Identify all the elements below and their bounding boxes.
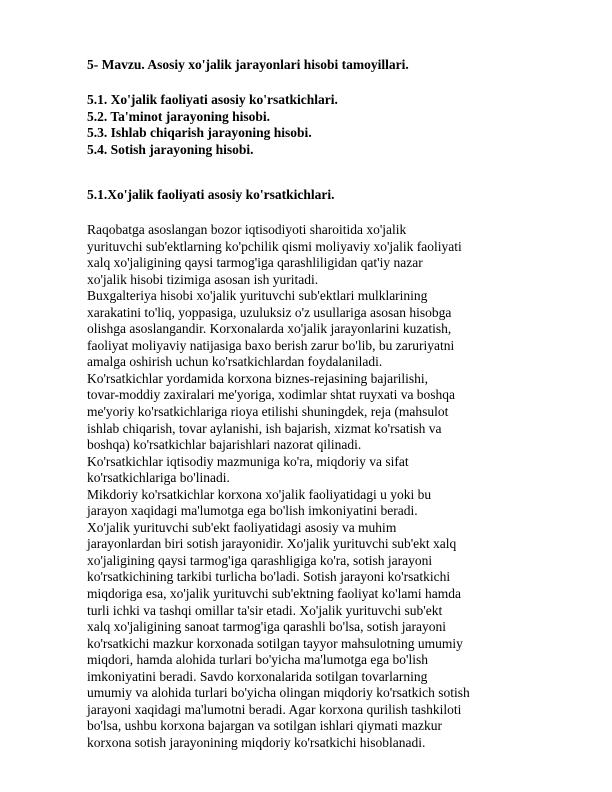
text-line: olishga asoslangandir. Korxonalarda xo'jalik jarayonlarini kuzatish, xyxy=(87,321,452,337)
text-line: boshqa) ko'rsatkichlar bajarishlari nazorat qilinadi. xyxy=(87,437,362,453)
text-line: Buxgalteriya hisobi xo'jalik yurituvchi sub'ektlari mulklarining xyxy=(87,288,428,304)
toc-item: 5.3. Ishlab chiqarish jarayoning hisobi. xyxy=(87,125,312,140)
text-line: bo'lsa, ushbu korxona bajargan va sotilgan ishlari qiymati mazkur xyxy=(87,718,442,734)
text-line: amalga oshirish uchun ko'rsatkichlardan foydalaniladi. xyxy=(87,354,383,370)
text-line: korxona sotish jarayonining miqdoriy ko'rsatkichi hisoblanadi. xyxy=(87,734,426,750)
text-line: ishlab chiqarish, tovar aylanishi, ish bajarish, xizmat ko'rsatish va xyxy=(87,420,442,436)
text-line: miqdori, hamda alohida turlari bo'yicha ma'lumotga ega bo'lish xyxy=(87,652,428,668)
text-line: xalq xo'jaligining qaysi tarmog'iga qarashliligidan qat'iy nazar xyxy=(87,255,423,271)
text-line: ko'rsatkichining tarkibi turlicha bo'ladi. Sotish jarayoni ko'rsatkichi xyxy=(87,569,451,585)
table-of-contents xyxy=(87,92,338,158)
text-line: xo'jaligining qaysi tarmog'iga qarashligiga ko'ra, sotish jarayoni xyxy=(87,552,433,568)
text-line: me'yoriy ko'rsatkichlariga rioya etilishi shuningdek, reja (mahsulot xyxy=(87,404,449,420)
text-line: xarakatini to'liq, yoppasiga, uzuluksiz o'z usullariga asosan hisobga xyxy=(87,304,452,320)
text-line: xalq xo'jaligining sanoat tarmog'iga qarashli bo'lsa, sotish jarayoni xyxy=(87,619,446,635)
text-line: Mikdoriy ko'rsatkichlar korxona xo'jalik faoliyatidagi u yoki bu xyxy=(87,486,432,502)
section-heading: 5.1.Xo'jalik faoliyati asosiy ko'rsatkichlari. xyxy=(87,187,335,202)
text-line: faoliyat moliyaviy natijasiga baxo berish zarur bo'lib, bu zaruriyatni xyxy=(87,337,455,353)
toc-item: 5.2. Ta'minot jarayoning hisobi. xyxy=(87,108,271,124)
text-line: jarayoni xaqidagi ma'lumotni beradi. Agar korxona qurilish tashkiloti xyxy=(87,701,462,717)
text-line: Ko'rsatkichlar iqtisodiy mazmuniga ko'ra, miqdoriy va sifat xyxy=(87,453,409,469)
body-text xyxy=(87,222,527,752)
toc-item: 5.1. Xo'jalik faoliyati asosiy ko'rsatkichlari. xyxy=(87,92,338,107)
text-line: miqdoriga esa, xo'jalik yurituvchi sub'ektning faoliyat ko'lami hamda xyxy=(87,586,461,602)
toc-item: 5.4. Sotish jarayoning hisobi. xyxy=(87,141,254,157)
text-line: Ko'rsatkichlar yordamida korxona biznes-rejasining bajarilishi, xyxy=(87,370,428,386)
text-line: ko'rsatkichi mazkur korxonada sotilgan tayyor mahsulotning umumiy xyxy=(87,635,463,651)
text-line: Xo'jalik yurituvchi sub'ekt faoliyatidagi asosiy va muhim xyxy=(87,519,397,535)
text-line: imkoniyatini beradi. Savdo korxonalarida sotilgan tovarlarning xyxy=(87,668,428,684)
text-line: jarayonlardan biri sotish jarayonidir. Xo'jalik yurituvchi sub'ekt xalq xyxy=(87,536,457,552)
text-line: yurituvchi sub'ektlarning ko'pchilik qismi moliyaviy xo'jalik faoliyati xyxy=(87,238,462,254)
text-line: xo'jalik hisobi tizimiga asosan ish yuritadi. xyxy=(87,271,319,287)
text-line: Raqobatga asoslangan bozor iqtisodiyoti sharoitida xo'jalik xyxy=(87,222,407,237)
topic-title: 5- Mavzu. Asosiy xo'jalik jarayonlari hisobi tamoyillari. xyxy=(87,57,409,72)
text-line: umumiy va alohida turlari bo'yicha olingan miqdoriy ko'rsatkich sotish xyxy=(87,685,470,701)
text-line: tovar-moddiy zaxiralari me'yoriga, xodimlar shtat ruyxati va boshqa xyxy=(87,387,456,403)
text-line: jarayon xaqidagi ma'lumotga ega bo'lish imkoniyatini beradi. xyxy=(87,503,418,519)
text-line: turli ichki va tashqi omillar ta'sir etadi. Xo'jalik yurituvchi sub'ekt xyxy=(87,602,443,618)
text-line: ko'rsatkichlariga bo'linadi. xyxy=(87,470,230,486)
